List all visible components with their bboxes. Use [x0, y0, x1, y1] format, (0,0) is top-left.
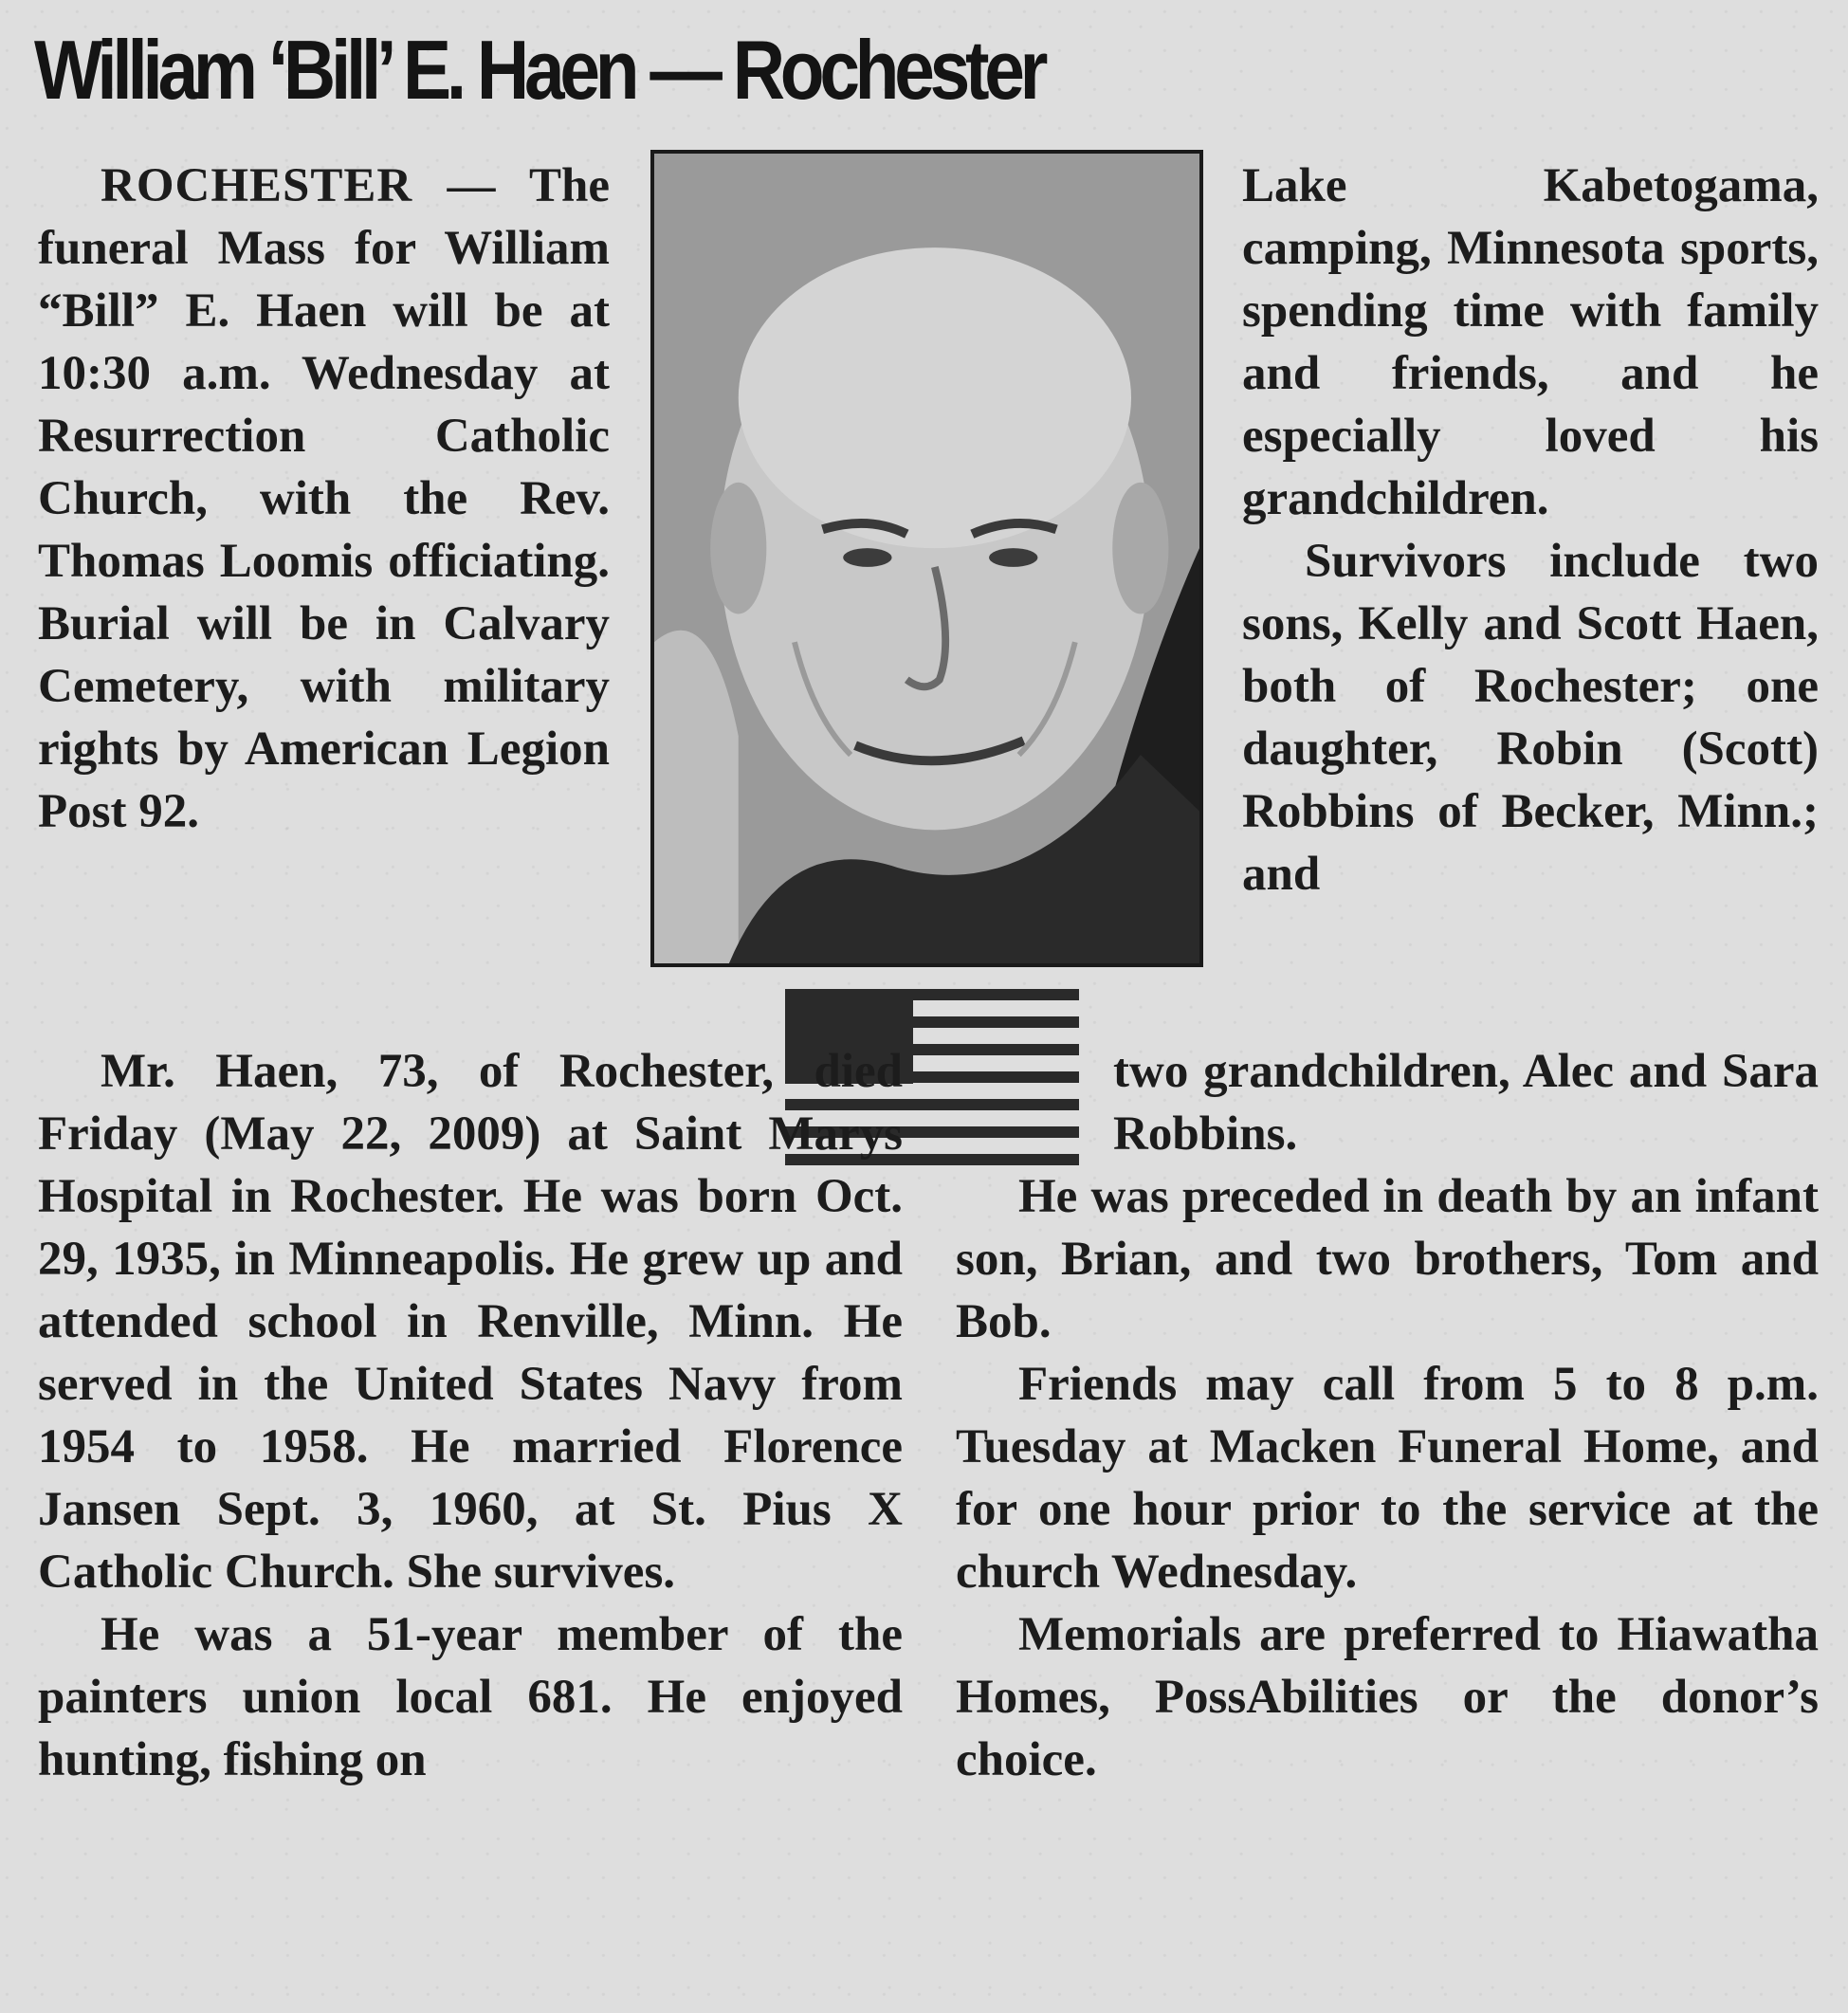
survivors-paragraph-start: Survivors include two sons, Kelly and Scott Haen, both of Rochester; one daughter, Robin (Scott) Robbins of Becker, Minn.; and — [1242, 535, 1819, 901]
hobbies-paragraph-start: He was a 51-year member of the painters union local 681. He enjoyed hunting, fishing on — [38, 1608, 903, 1786]
hobbies-paragraph-end: Lake Kabetogama, camping, Minnesota sports, spending time with family and friends, and he especially loved his grandchildren. — [1242, 159, 1819, 525]
column-left-bottom — [38, 1040, 903, 1791]
funeral-paragraph: The funeral Mass for William “Bill” E. Haen will be at 10:30 a.m. Wednesday at Resurrection Catholic Church, with the Rev. Thomas Loomis officiating. Burial will be in Calvary Cemetery, with military rights by American Legion Post 92. — [38, 159, 610, 838]
column-right-bottom — [956, 1165, 1819, 1791]
column-left-top — [38, 155, 610, 843]
dateline: ROCHESTER — — [101, 159, 497, 212]
portrait-image — [654, 154, 1199, 963]
survivors-paragraph-end: two grandchildren, Alec and Sara Robbins. — [1113, 1045, 1819, 1161]
column-right-mid — [1113, 1040, 1819, 1165]
visitation-paragraph: Friends may call from 5 to 8 p.m. Tuesday at Macken Funeral Home, and for one hour prior to the service at the church Wednesday. — [956, 1358, 1819, 1599]
preceded-paragraph: He was preceded in death by an infant son, Brian, and two brothers, Tom and Bob. — [956, 1170, 1819, 1348]
death-biography-paragraph: Mr. Haen, 73, of Rochester, died Friday (May 22, 2009) at Saint Marys Hospital in Rochester. He was born Oct. 29, 1935, in Minneapolis. He grew up and attended school in Renville, Minn. He served in the United States Navy from 1954 to 1958. He married Florence Jansen Sept. 3, 1960, at St. Pius X Catholic Church. She survives. — [38, 1045, 903, 1599]
portrait-photo — [650, 150, 1203, 967]
column-right-top — [1242, 155, 1819, 906]
obituary-headline: William ‘Bill’ E. Haen — Rochester — [34, 23, 1044, 117]
memorials-paragraph: Memorials are preferred to Hiawatha Homes, PossAbilities or the donor’s choice. — [956, 1608, 1819, 1786]
